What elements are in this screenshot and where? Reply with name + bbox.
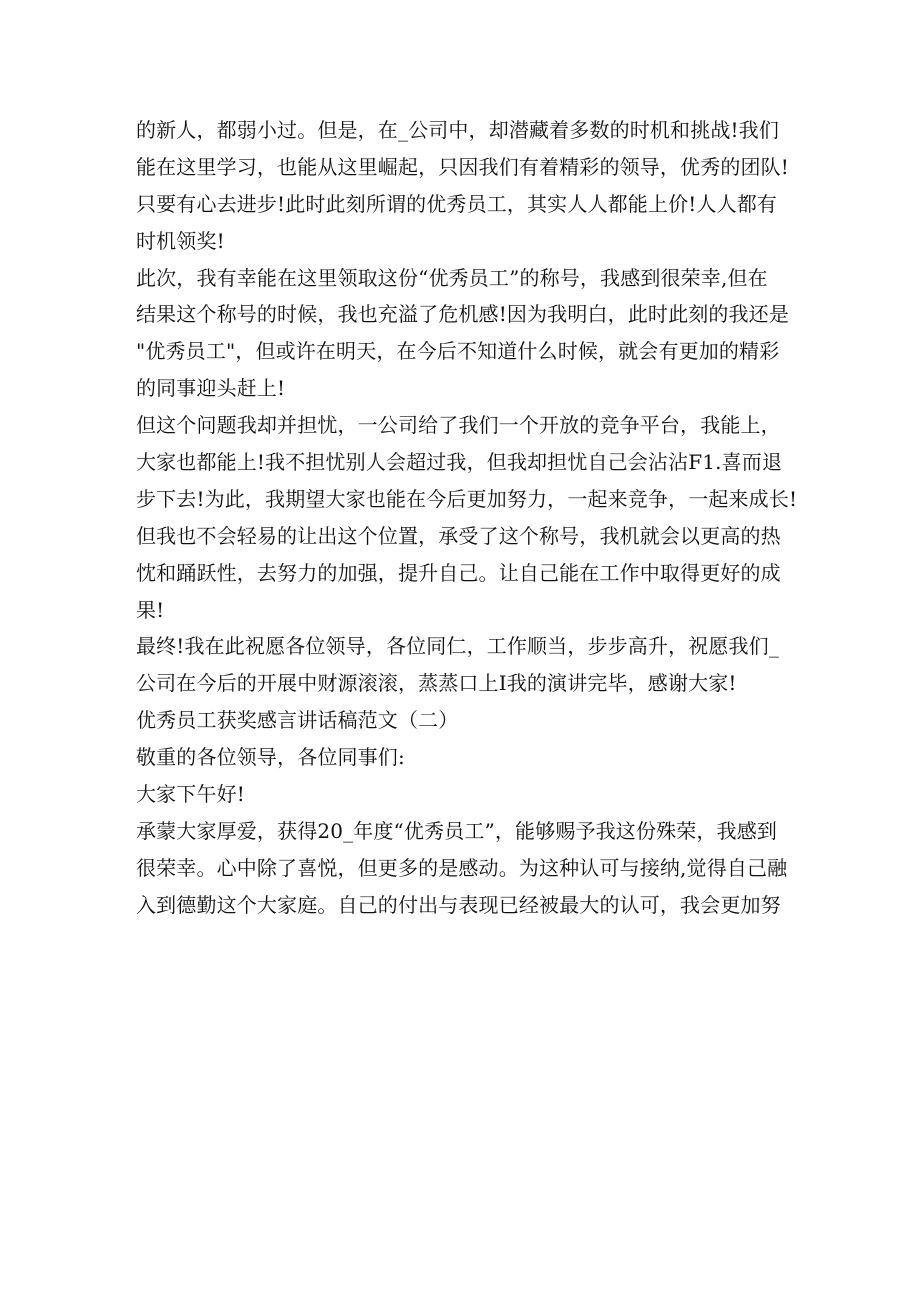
text-line: 入到德勤这个大家庭。自己的付出与表现已经被最大的认可，我会更加努 <box>136 892 781 917</box>
text-line: 能在这里学习，也能从这里崛起，只因我们有着精彩的领导，优秀的团队! <box>136 154 789 179</box>
text-line: 但这个问题我却并担忧，一公司给了我们一个开放的竞争平台，我能上， <box>136 413 781 438</box>
document-body <box>136 112 796 924</box>
text-line: 时机领奖! <box>136 228 225 253</box>
text-line: 公司在今后的开展中财源滚滚，蒸蒸口上I我的演讲完毕，感谢大家! <box>136 671 737 696</box>
text-line: 的同事迎头赶上! <box>136 376 286 401</box>
section-heading: 优秀员工获奖感言讲话稿范文（二） <box>136 708 459 733</box>
text-line: 敬重的各位领导，各位同事们: <box>136 745 405 770</box>
text-line: 但我也不会轻易的让出这个位置，承受了这个称号，我机就会以更高的热 <box>136 523 781 548</box>
text-line: "优秀员工"，但或许在明天，在今后不知道什么时候，就会有更加的精彩 <box>136 339 780 364</box>
text-line: 大家也都能上!我不担忧别人会超过我，但我却担忧自己会沾沾F1.喜而退 <box>136 450 783 475</box>
text-line: 结果这个称号的时候，我也充溢了危机感!因为我明白，此时此刻的我还是 <box>136 302 789 327</box>
text-line: 只要有心去进步!此时此刻所谓的优秀员工，其实人人都能上价!人人都有 <box>136 191 778 216</box>
text-line: 的新人，都弱小过。但是，在_公司中，却潜藏着多数的时机和挑战!我们 <box>136 118 779 142</box>
text-line: 大家下午好! <box>136 782 245 807</box>
text-line: 最终!我在此祝愿各位领导，各位同仁，工作顺当，步步高升，祝愿我们_ <box>136 634 779 659</box>
text-line: 果! <box>136 597 165 622</box>
text-line: 步下去!为此，我期望大家也能在今后更加努力，一起来竞争，一起来成长! <box>136 486 798 511</box>
text-line: 承蒙大家厚爱，获得20_年度“优秀员工”，能够赐予我这份殊荣，我感到 <box>136 818 777 843</box>
text-line: 此次，我有幸能在这里领取这份“优秀员工”的称号，我感到很荣幸,但在 <box>136 265 768 290</box>
text-line: 很荣幸。心中除了喜悦，但更多的是感动。为这种认可与接纳,觉得自己融 <box>136 855 788 880</box>
text-line: 忱和踊跃性，去努力的加强，提升自己。让自己能在工作中取得更好的成 <box>136 560 781 585</box>
